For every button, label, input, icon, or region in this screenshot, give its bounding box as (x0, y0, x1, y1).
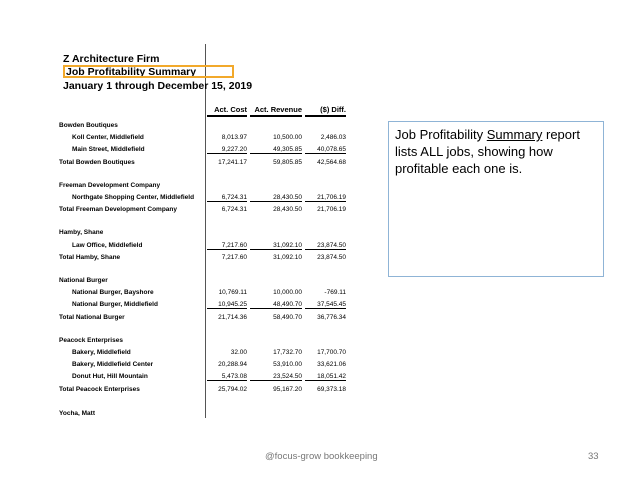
cell-revenue: 53,910.00 (273, 361, 302, 369)
total-row (59, 386, 349, 398)
report-title: Job Profitability Summary (66, 66, 197, 78)
cell-diff: 36,776.34 (317, 313, 346, 321)
col-rule (207, 115, 247, 117)
row-label: National Burger (59, 277, 108, 284)
company-name: Z Architecture Firm (63, 53, 160, 65)
job-row (59, 373, 349, 385)
job-row (59, 349, 349, 361)
row-label: Total Hamby, Shane (59, 253, 121, 261)
cell-revenue: 95,167.20 (273, 385, 302, 393)
total-row (59, 254, 349, 266)
customer-group-row (59, 122, 349, 134)
cell-diff: 17,700.70 (317, 349, 346, 356)
cell-diff: 33,621.06 (317, 361, 346, 369)
cell-revenue: 48,490.70 (250, 301, 302, 309)
cell-diff: 23,874.50 (317, 253, 346, 261)
cell-cost: 17,241.17 (218, 158, 247, 166)
note-text-start: Job Profitability (395, 127, 487, 142)
row-label: Total Freeman Development Company (59, 206, 177, 214)
cell-diff: 21,706.19 (305, 194, 346, 202)
cell-cost: 8,013.97 (221, 134, 247, 142)
cell-revenue: 23,524.50 (250, 373, 302, 381)
row-label: Koll Center, Middlefield (72, 134, 144, 142)
row-label: National Burger, Middlefield (72, 301, 158, 309)
cell-revenue: 31,092.10 (250, 242, 302, 250)
cell-cost: 32.00 (230, 349, 247, 356)
col-header-revenue: Act. Revenue (254, 105, 302, 114)
cell-cost: 7,217.60 (207, 242, 247, 250)
cell-diff: 37,545.45 (305, 301, 346, 309)
customer-group-row (59, 277, 349, 289)
cell-diff: 21,706.19 (317, 206, 346, 214)
customer-group-row (59, 337, 349, 349)
cell-cost: 6,724.31 (221, 206, 247, 214)
row-label: Hamby, Shane (59, 229, 104, 237)
row-label: Total Bowden Boutiques (59, 158, 135, 166)
job-row (59, 361, 349, 373)
cell-diff: 18,051.42 (305, 373, 346, 381)
row-label: Bakery, Middlefield (72, 349, 131, 356)
cell-cost: 20,288.94 (218, 361, 247, 369)
callout-note (388, 121, 604, 277)
cell-cost: 9,227.20 (207, 146, 247, 154)
cell-diff: 23,874.50 (305, 242, 346, 250)
cell-diff: -769.11 (324, 289, 346, 297)
note-underlined-word: Summary (486, 127, 543, 142)
row-label: Freeman Development Company (59, 181, 161, 189)
cut-off-row: Yocha, Matt (59, 410, 95, 416)
customer-group-row (59, 229, 349, 241)
cell-revenue: 49,305.85 (250, 146, 302, 154)
job-row (59, 301, 349, 313)
row-label: Total Peacock Enterprises (59, 385, 140, 393)
page-number: 33 (588, 451, 599, 462)
total-row (59, 206, 349, 218)
cell-revenue: 17,732.70 (273, 349, 302, 356)
row-label: Total National Burger (59, 313, 125, 321)
cell-cost: 25,794.02 (218, 385, 247, 393)
title-highlight-box (63, 65, 234, 78)
cell-cost: 5,473.08 (207, 373, 247, 381)
job-row (59, 242, 349, 254)
date-range: January 1 through December 15, 2019 (63, 80, 253, 92)
total-row (59, 314, 349, 326)
job-row (59, 289, 349, 301)
cell-revenue: 31,092.10 (273, 253, 302, 261)
row-label: Donut Hut, Hill Mountain (72, 373, 148, 381)
cell-diff: 2,486.03 (320, 134, 346, 142)
cell-diff: 42,564.68 (317, 158, 346, 166)
row-label: Peacock Enterprises (59, 336, 123, 344)
row-label: Main Street, Middlefield (72, 146, 145, 154)
row-label: Bowden Boutiques (59, 122, 118, 129)
cell-diff: 69,373.18 (317, 385, 346, 393)
cell-revenue: 10,000.00 (273, 289, 302, 297)
customer-group-row (59, 182, 349, 194)
row-label: Bakery, Middlefield Center (72, 361, 154, 369)
row-label: Law Office, Middlefield (72, 241, 143, 249)
row-label: National Burger, Bayshore (72, 289, 154, 297)
col-header-cost: Act. Cost (214, 105, 247, 114)
col-rule (305, 115, 346, 117)
cell-revenue: 59,805.85 (273, 158, 302, 166)
cell-revenue: 58,490.70 (273, 313, 302, 321)
total-row (59, 159, 349, 171)
cell-cost: 21,714.36 (218, 313, 247, 321)
job-row (59, 194, 349, 206)
col-header-diff: ($) Diff. (320, 105, 346, 114)
cell-revenue: 10,500.00 (273, 134, 302, 142)
col-rule (250, 115, 302, 117)
job-row (59, 134, 349, 146)
cell-cost: 10,945.25 (207, 301, 247, 309)
cell-cost: 7,217.60 (221, 253, 247, 261)
footer-credit: @focus-grow bookkeeping (265, 451, 378, 462)
cell-diff: 40,078.65 (305, 146, 346, 154)
cell-revenue: 28,430.50 (250, 194, 302, 202)
job-row (59, 146, 349, 158)
cell-cost: 10,769.11 (218, 289, 247, 297)
cell-cost: 6,724.31 (207, 194, 247, 202)
cell-revenue: 28,430.50 (273, 206, 302, 214)
note-text-end: report lists ALL jobs, showing how profitable each one is. (395, 127, 580, 176)
row-label: Northgate Shopping Center, Middlefield (72, 194, 195, 201)
